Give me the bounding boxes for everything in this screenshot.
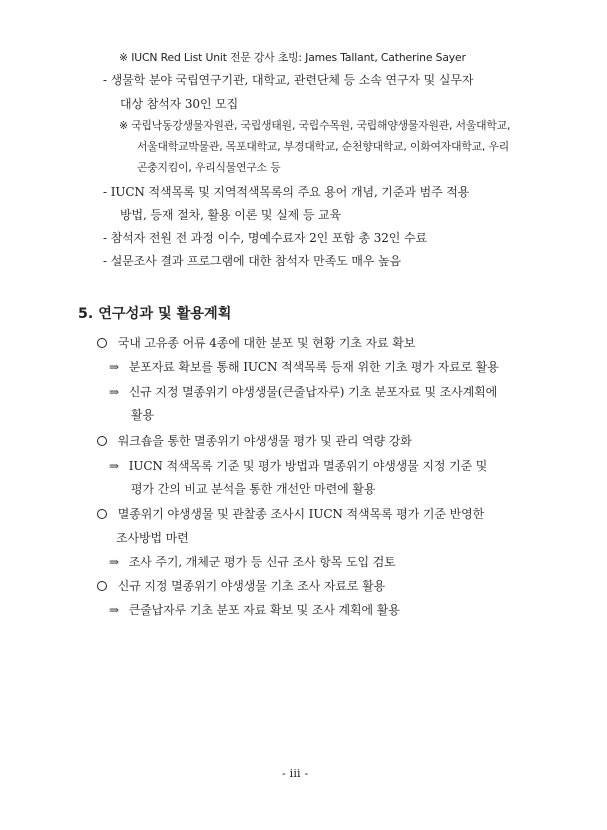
right-double-arrow-icon: ⇒ xyxy=(109,459,119,473)
entry-1-sub-2-line-2 xyxy=(131,409,154,421)
item-1-line-2 xyxy=(120,98,238,110)
open-circle-bullet-icon xyxy=(97,338,107,348)
right-double-arrow-icon: ⇒ xyxy=(109,385,119,399)
item-2-text-line-3: 곤충지킴이, 우리식물연구소 등 xyxy=(137,161,281,174)
item-2-marker: ※ xyxy=(119,119,128,132)
entry-2-sub-1-text-line-1: IUCN 적색목록 기준 및 평가 방법과 멸종위기 야생생물 지정 기준 및 xyxy=(128,459,488,473)
item-1-text-line-1: 생물학 분야 국립연구기관, 대학교, 관련단체 등 소속 연구자 및 실무자 xyxy=(110,73,474,87)
entry-2-text-line-1: 워크숍을 통한 멸종위기 야생생물 평가 및 관리 역량 강화 xyxy=(117,434,412,448)
entry-3-text-line-1: 멸종위기 야생생물 및 관찰종 조사시 IUCN 적색목록 평가 기준 반영한 xyxy=(117,507,485,521)
open-circle-bullet-icon xyxy=(97,509,107,519)
item-5-text-line-1: 설문조사 결과 프로그램에 대한 참석자 만족도 매우 높음 xyxy=(110,254,402,268)
right-double-arrow-icon: ⇒ xyxy=(109,555,119,569)
item-2-text-line-2: 서울대학교박물관, 목포대학교, 부경대학교, 순천향대학교, 이화여자대학교, 우리 xyxy=(137,140,510,153)
entry-2-line-1 xyxy=(97,435,412,447)
note-text: IUCN Red List Unit 전문 강사 초빙: James Tallant, Catherine Sayer xyxy=(131,51,466,64)
entry-3-line-2 xyxy=(116,532,189,544)
entry-1-sub-2-line-1 xyxy=(109,386,497,398)
item-4-line-1 xyxy=(103,232,427,244)
right-double-arrow-icon: ⇒ xyxy=(109,360,119,374)
right-double-arrow-icon: ⇒ xyxy=(109,603,119,617)
section-title: 5. 연구성과 및 활용계획 xyxy=(78,306,232,322)
open-circle-bullet-icon xyxy=(97,436,107,446)
open-circle-bullet-icon xyxy=(97,581,107,591)
entry-1-text-line-1: 국내 고유종 어류 4종에 대한 분포 및 현황 기초 자료 확보 xyxy=(117,336,416,350)
item-4-marker: - xyxy=(103,231,107,245)
item-1-marker: - xyxy=(103,73,107,87)
section-heading xyxy=(78,307,231,321)
entry-1-sub-1-text-line-1: 분포자료 확보를 통해 IUCN 적색목록 등재 위한 기초 평가 자료로 활용 xyxy=(128,360,499,374)
entry-3-line-1 xyxy=(97,508,484,520)
item-2-text-line-1: 국립낙동강생물자원관, 국립생태원, 국립수목원, 국립해양생물자원관, 서울대학교, xyxy=(131,119,511,132)
item-3-line-1 xyxy=(103,186,469,198)
entry-1-line-1 xyxy=(97,337,415,349)
entry-1-sub-1-line-1 xyxy=(109,361,499,373)
entry-1-sub-2-text-line-2: 활용 xyxy=(131,408,154,422)
item-2-line-2 xyxy=(137,142,509,153)
entry-2-sub-1-line-1 xyxy=(109,460,487,472)
entry-4-sub-1-text-line-1: 큰줄납자루 기초 분포 자료 확보 및 조사 계획에 활용 xyxy=(128,603,400,617)
note-marker: ※ xyxy=(119,51,128,64)
item-3-text-line-1: IUCN 적색목록 및 지역적색목록의 주요 용어 개념, 기준과 범주 적용 xyxy=(110,185,470,199)
item-2-line-3 xyxy=(137,163,280,174)
entry-3-text-line-2: 조사방법 마련 xyxy=(116,531,189,545)
entry-2-sub-1-text-line-2: 평가 간의 비교 분석을 통한 개선안 마련에 활용 xyxy=(131,482,376,496)
item-4-text-line-1: 참석자 전원 전 과정 이수, 명예수료자 2인 포함 총 32인 수료 xyxy=(110,231,427,245)
item-1-text-line-2: 대상 참석자 30인 모집 xyxy=(120,97,239,111)
entry-2-sub-1-line-2 xyxy=(131,483,375,495)
item-2-line-1 xyxy=(119,121,510,132)
item-3-text-line-2: 방법, 등재 절차, 활용 이론 및 실제 등 교육 xyxy=(120,208,342,222)
item-3-line-2 xyxy=(120,209,341,221)
entry-3-sub-1-text-line-1: 조사 주기, 개체군 평가 등 신규 조사 항목 도입 검토 xyxy=(128,555,396,569)
item-3-marker: - xyxy=(103,185,107,199)
item-5-line-1 xyxy=(103,255,401,267)
entry-1-sub-2-text-line-1: 신규 지정 멸종위기 야생생물(큰줄납자루) 기초 분포자료 및 조사계획에 xyxy=(128,385,498,399)
top-note xyxy=(119,53,466,64)
page-number xyxy=(282,768,308,779)
entry-4-line-1 xyxy=(97,580,385,592)
entry-3-sub-1-line-1 xyxy=(109,556,396,568)
entry-4-text-line-1: 신규 지정 멸종위기 야생생물 기초 조사 자료로 활용 xyxy=(117,579,386,593)
entry-4-sub-1-line-1 xyxy=(109,604,400,616)
item-1-line-1 xyxy=(103,74,473,86)
item-5-marker: - xyxy=(103,254,107,268)
page-number-text: - iii - xyxy=(282,767,309,780)
